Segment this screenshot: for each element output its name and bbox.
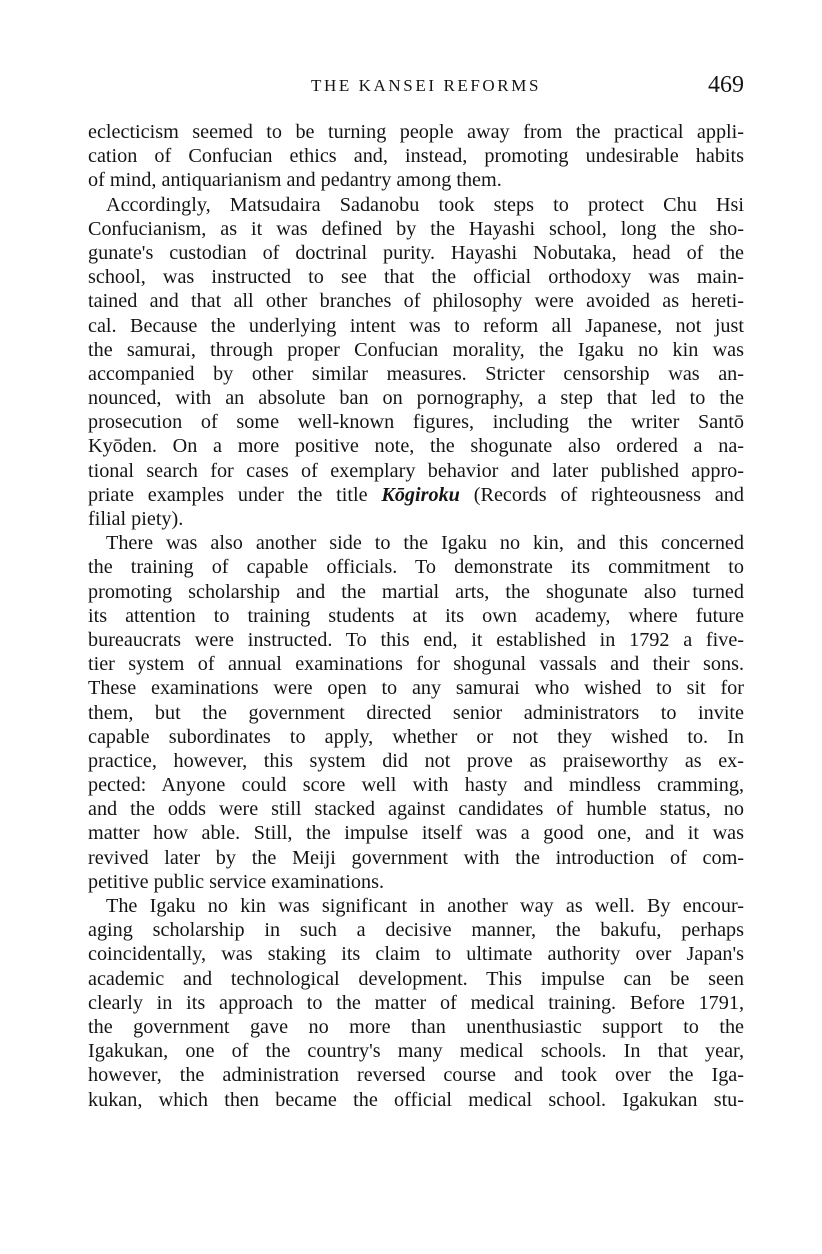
text-segment: (Records of righteousness and: [459, 483, 744, 506]
text-line: its attention to training students at its own academy, where future: [88, 604, 744, 627]
text-line: clearly in its approach to the matter of medical training. Before 1791,: [88, 991, 744, 1014]
text-segment: priate examples under the title: [88, 483, 382, 506]
text-line: tional search for cases of exemplary behavior and later published appro-: [88, 459, 744, 482]
text-line: the samurai, through proper Confucian morality, the Igaku no kin was: [88, 338, 744, 361]
body-text: [88, 120, 744, 1112]
text-line: pected: Anyone could score well with hasty and mindless cramming,: [88, 774, 744, 797]
book-title: Kōgiroku: [381, 483, 460, 506]
text-line: tained and that all other branches of philosophy were avoided as hereti-: [88, 290, 744, 313]
text-line: them, but the government directed senior administrators to invite: [88, 701, 744, 724]
text-line: the training of capable officials. To demonstrate its commitment to: [88, 556, 744, 579]
text-line: prosecution of some well-known figures, including the writer Santō: [88, 411, 744, 434]
text-line: capable subordinates to apply, whether or not they wished to. In: [88, 725, 744, 748]
text-line: cation of Confucian ethics and, instead, promoting undesirable habits: [88, 145, 744, 168]
text-line: cal. Because the underlying intent was to reform all Japanese, not just: [88, 314, 744, 337]
text-line: nounced, with an absolute ban on pornography, a step that led to the: [88, 387, 744, 410]
text-line: aging scholarship in such a decisive manner, the bakufu, perhaps: [88, 919, 744, 942]
text-line: Igakukan, one of the country's many medical schools. In that year,: [88, 1040, 744, 1063]
text-line: [88, 483, 744, 507]
text-line: bureaucrats were instructed. To this end, it established in 1792 a five-: [88, 628, 744, 651]
text-line: promoting scholarship and the martial arts, the shogunate also turned: [88, 580, 744, 603]
running-head: THE KANSEI REFORMS: [310, 76, 542, 95]
text-line: practice, however, this system did not prove as praiseworthy as ex-: [88, 749, 744, 772]
page-number: 469: [708, 72, 744, 98]
text-line: of mind, antiquarianism and pedantry among them.: [88, 169, 502, 192]
text-line: Confucianism, as it was defined by the Hayashi school, long the sho-: [88, 217, 744, 240]
text-line: matter how able. Still, the impulse itself was a good one, and it was: [88, 822, 744, 845]
text-line: filial piety).: [88, 508, 184, 530]
text-line: The Igaku no kin was significant in another way as well. By encour-: [106, 895, 744, 917]
text-line: gunate's custodian of doctrinal purity. Hayashi Nobutaka, head of the: [88, 241, 744, 264]
text-line: petitive public service examinations.: [88, 870, 384, 893]
text-line: tier system of annual examinations for shogunal vassals and their sons.: [88, 653, 744, 676]
text-line: the government gave no more than unenthusiastic support to the: [88, 1015, 744, 1038]
text-line: Accordingly, Matsudaira Sadanobu took steps to protect Chu Hsi: [106, 193, 744, 216]
text-line: kukan, which then became the official medical school. Igakukan stu-: [88, 1088, 744, 1111]
page-header: [84, 70, 744, 104]
text-line: school, was instructed to see that the official orthodoxy was main-: [88, 266, 744, 289]
text-line: There was also another side to the Igaku no kin, and this concerned: [106, 532, 744, 555]
text-line: coincidentally, was staking its claim to ultimate authority over Japan's: [88, 943, 744, 966]
text-line: Kyōden. On a more positive note, the shogunate also ordered a na-: [88, 435, 744, 458]
text-line: accompanied by other similar measures. Stricter censorship was an-: [88, 362, 744, 385]
text-line: revived later by the Meiji government with the introduction of com-: [88, 846, 744, 869]
text-line: These examinations were open to any samurai who wished to sit for: [88, 677, 744, 700]
text-line: and the odds were still stacked against candidates of humble status, no: [88, 798, 744, 821]
text-line: academic and technological development. This impulse can be seen: [88, 967, 744, 990]
text-line: eclecticism seemed to be turning people away from the practical appli-: [88, 121, 744, 143]
text-line: however, the administration reversed course and took over the Iga-: [88, 1064, 744, 1087]
